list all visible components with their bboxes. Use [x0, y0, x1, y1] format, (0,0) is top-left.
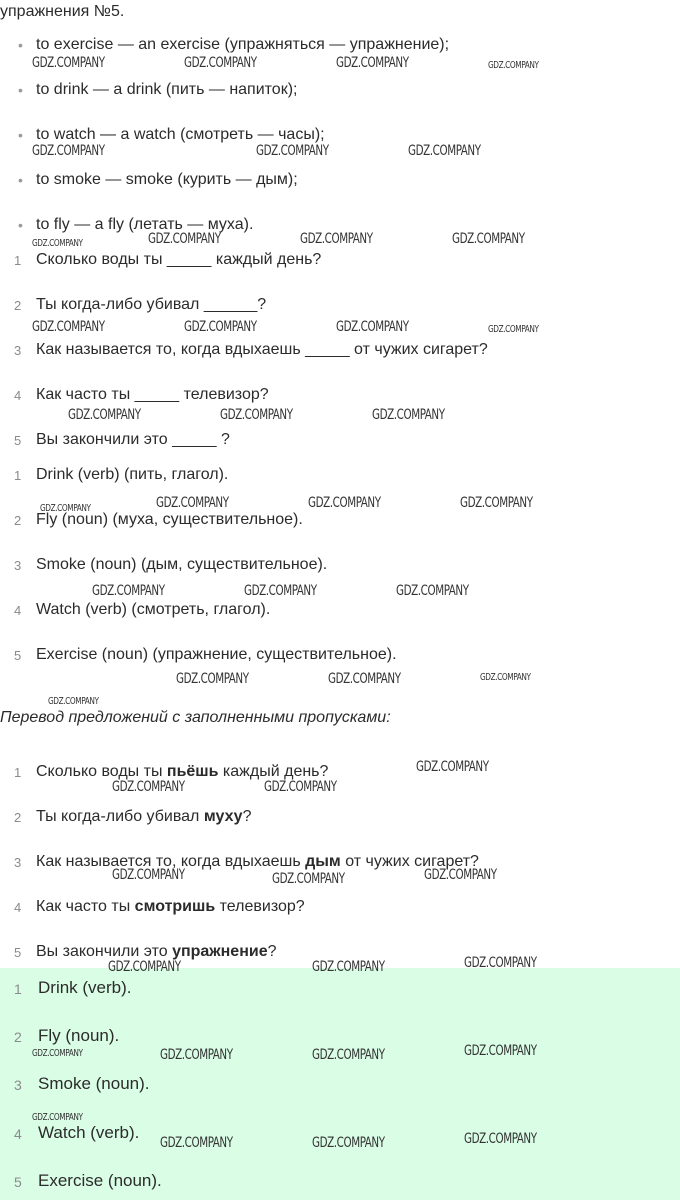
watermark: GDZ.COMPANY [464, 1043, 537, 1059]
watermark: GDZ.COMPANY [148, 231, 221, 247]
watermark: GDZ.COMPANY [312, 1047, 385, 1063]
watermark: GDZ.COMPANY [160, 1047, 233, 1063]
watermark: GDZ.COMPANY [48, 696, 99, 707]
pair-text: to fly — a fly (летать — муха). [36, 216, 254, 233]
watermark: GDZ.COMPANY [108, 959, 181, 975]
watermark: GDZ.COMPANY [244, 583, 317, 599]
filled-word: муху [203, 808, 243, 825]
exercise-title: упражнения №5. [0, 3, 125, 20]
watermark: GDZ.COMPANY [272, 871, 345, 887]
watermark: GDZ.COMPANY [32, 1112, 83, 1123]
watermark: GDZ.COMPANY [40, 503, 91, 514]
watermark: GDZ.COMPANY [308, 495, 381, 511]
watermark: GDZ.COMPANY [184, 55, 257, 71]
watermark: GDZ.COMPANY [32, 1048, 83, 1059]
watermark: GDZ.COMPANY [184, 319, 257, 335]
watermark: GDZ.COMPANY [408, 143, 481, 159]
watermark: GDZ.COMPANY [328, 671, 401, 687]
watermark: GDZ.COMPANY [156, 495, 229, 511]
watermark: GDZ.COMPANY [160, 1135, 233, 1151]
watermark: GDZ.COMPANY [32, 143, 105, 159]
watermark: GDZ.COMPANY [336, 319, 409, 335]
watermark: GDZ.COMPANY [312, 959, 385, 975]
watermark: GDZ.COMPANY [176, 671, 249, 687]
filled-word: упражнение [172, 943, 268, 960]
filled-word: пьёшь [166, 763, 219, 780]
watermark: GDZ.COMPANY [220, 407, 293, 423]
pair-text: to exercise — an exercise (упражняться — упражнение); [36, 36, 450, 53]
pair-text: to drink — a drink (пить — напиток); [36, 81, 298, 98]
filled-word: дым [305, 853, 341, 870]
pair-text: to watch — a watch (смотреть — часы); [36, 126, 325, 143]
watermark: GDZ.COMPANY [312, 1135, 385, 1151]
watermark: GDZ.COMPANY [32, 55, 105, 71]
bullet-dot: • [18, 37, 23, 53]
watermark: GDZ.COMPANY [452, 231, 525, 247]
bullet-dot: • [18, 172, 23, 188]
watermark: GDZ.COMPANY [256, 143, 329, 159]
watermark: GDZ.COMPANY [424, 867, 497, 883]
watermark: GDZ.COMPANY [480, 672, 531, 683]
watermark: GDZ.COMPANY [264, 779, 337, 795]
watermark: GDZ.COMPANY [464, 1131, 537, 1147]
watermark: GDZ.COMPANY [92, 583, 165, 599]
watermark: GDZ.COMPANY [416, 759, 489, 775]
watermark: GDZ.COMPANY [464, 955, 537, 971]
watermark: GDZ.COMPANY [112, 779, 185, 795]
watermark: GDZ.COMPANY [32, 238, 83, 249]
filled-word: смотришь [134, 898, 216, 915]
watermark: GDZ.COMPANY [488, 324, 539, 335]
watermark: GDZ.COMPANY [372, 407, 445, 423]
watermark: GDZ.COMPANY [32, 319, 105, 335]
pair-text: to smoke — smoke (курить — дым); [36, 171, 298, 188]
watermark: GDZ.COMPANY [460, 495, 533, 511]
watermark: GDZ.COMPANY [300, 231, 373, 247]
watermark: GDZ.COMPANY [488, 60, 539, 71]
watermark: GDZ.COMPANY [396, 583, 469, 599]
watermark: GDZ.COMPANY [112, 867, 185, 883]
watermark: GDZ.COMPANY [336, 55, 409, 71]
bullet-dot: • [18, 82, 23, 98]
translation-heading: Перевод предложений с заполненными пропусками: [0, 709, 391, 726]
watermark: GDZ.COMPANY [68, 407, 141, 423]
bullet-dot: • [18, 217, 23, 233]
bullet-dot: • [18, 127, 23, 143]
